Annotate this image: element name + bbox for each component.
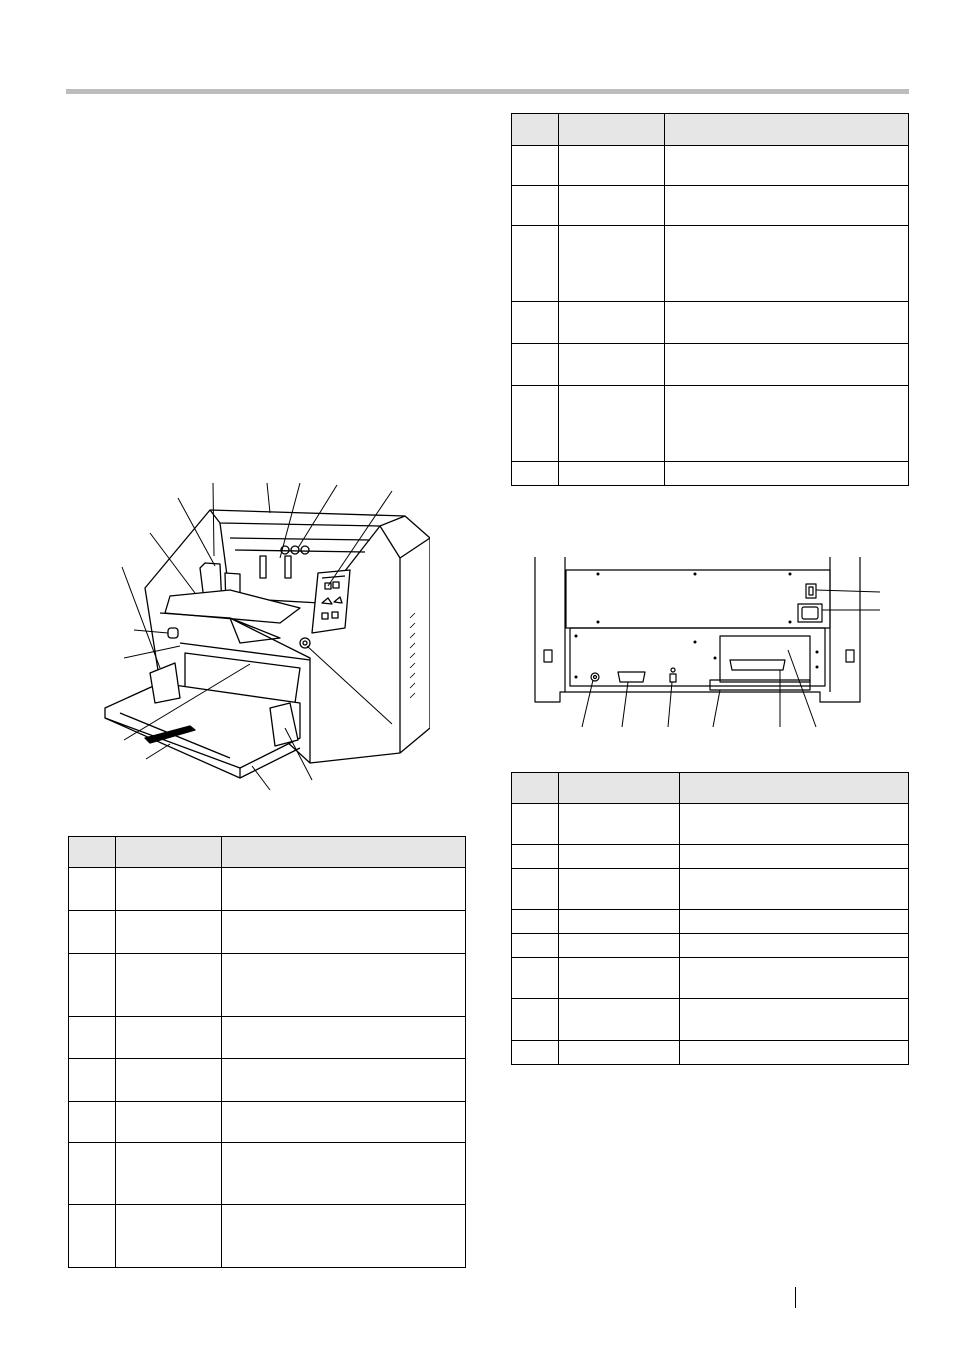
table-row [512,845,909,869]
parts-table-front [68,836,466,1268]
scanner-front-view-icon [100,478,430,798]
parts-table-front-continued [511,113,909,486]
table-row [512,869,909,910]
scanner-rear-view-icon [530,552,880,732]
table-row [69,1143,466,1205]
table-row [69,1059,466,1102]
table-row [512,910,909,934]
table-header-row [512,114,909,146]
table-row [69,868,466,911]
table-row [512,226,909,302]
header-rule [66,89,909,94]
header-cell-name [559,114,665,146]
table-row [69,911,466,954]
table-row [512,1041,909,1065]
table-row [512,146,909,186]
table-row [512,999,909,1041]
table-row [69,1017,466,1059]
table-row [512,958,909,999]
table-row [69,954,466,1017]
table-row [512,344,909,386]
table-row [512,462,909,486]
table-row [512,302,909,344]
table-row [69,1205,466,1268]
parts-table-rear [511,772,909,1065]
header-cell-function [665,114,909,146]
header-cell-name [559,773,680,804]
table-row [512,386,909,462]
header-cell-no [512,773,559,804]
table-header-row [69,837,466,868]
header-cell-no [69,837,116,868]
header-cell-name [116,837,222,868]
table-row [69,1102,466,1143]
header-cell-no [512,114,559,146]
header-cell-function [680,773,909,804]
table-header-row [512,773,909,804]
header-cell-function [222,837,466,868]
page-number-rule [795,1287,796,1308]
table-row [512,934,909,958]
table-row [512,804,909,845]
table-row [512,186,909,226]
